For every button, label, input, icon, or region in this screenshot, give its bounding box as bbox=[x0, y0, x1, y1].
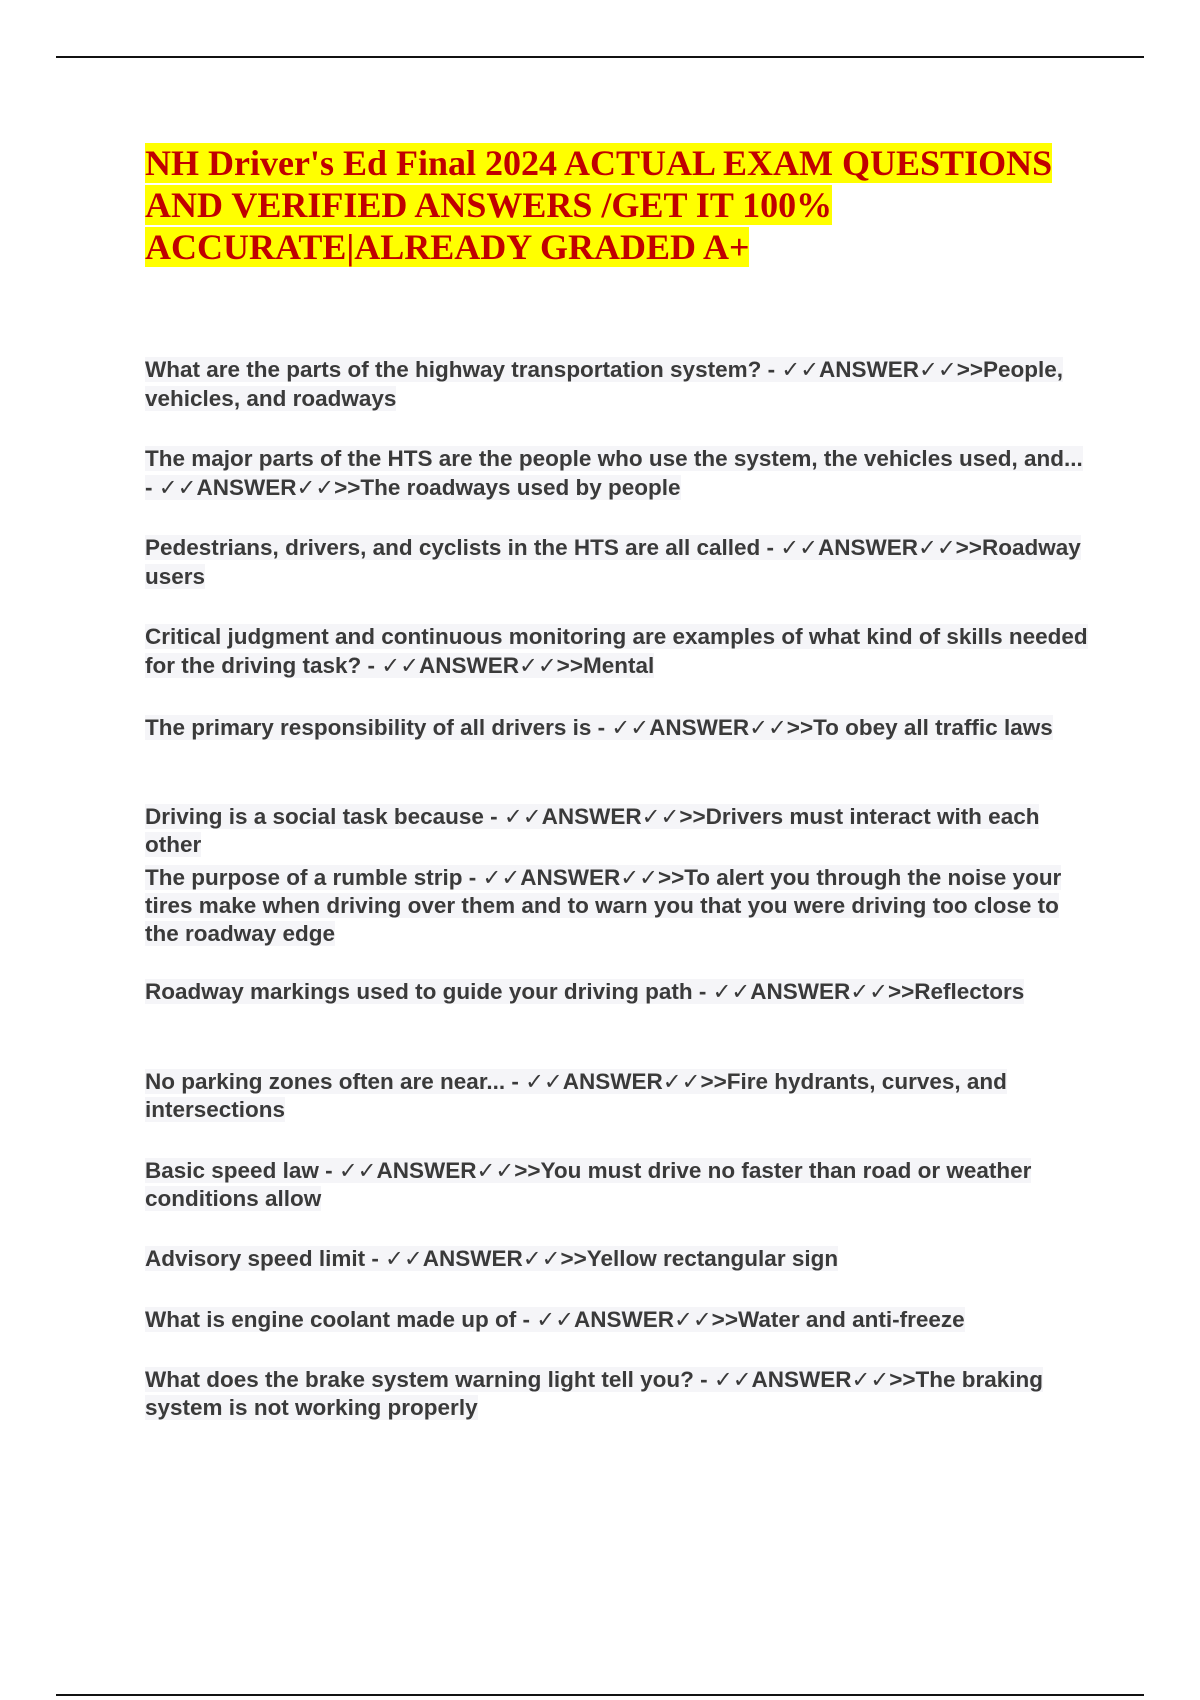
qa-item-10: Basic speed law - ✓✓ANSWER✓✓>>You must drive no faster than road or weather conditions allow bbox=[145, 1158, 1032, 1211]
qa-item-6: Driving is a social task because - ✓✓ANSWER✓✓>>Drivers must interact with each other bbox=[145, 804, 1040, 857]
top-rule bbox=[56, 56, 1144, 58]
qa-item-1: What are the parts of the highway transportation system? - ✓✓ANSWER✓✓>>People, vehicles, and roadways bbox=[145, 357, 1064, 411]
qa-item-2: The major parts of the HTS are the people who use the system, the vehicles used, and... - ✓✓ANSWER✓✓>>The roadways used by people bbox=[145, 446, 1083, 500]
bottom-rule bbox=[56, 1694, 1144, 1696]
title-highlight: NH Driver's Ed Final 2024 ACTUAL EXAM QUESTIONS AND VERIFIED ANSWERS /GET IT 100% ACCURATE|ALREADY GRADED A+ bbox=[145, 143, 1053, 267]
qa-item-5: The primary responsibility of all drivers is - ✓✓ANSWER✓✓>>To obey all traffic laws bbox=[145, 715, 1053, 740]
document-title bbox=[145, 142, 1105, 268]
qa-item-13: What does the brake system warning light tell you? - ✓✓ANSWER✓✓>>The braking system is not working properly bbox=[145, 1367, 1044, 1420]
qa-item-4: Critical judgment and continuous monitoring are examples of what kind of skills needed for the driving task? - ✓✓ANSWER✓✓>>Mental bbox=[145, 624, 1088, 678]
qa-item-9: No parking zones often are near... - ✓✓ANSWER✓✓>>Fire hydrants, curves, and intersections bbox=[145, 1069, 1007, 1122]
qa-item-11: Advisory speed limit - ✓✓ANSWER✓✓>>Yellow rectangular sign bbox=[145, 1246, 839, 1271]
qa-item-8: Roadway markings used to guide your driving path - ✓✓ANSWER✓✓>>Reflectors bbox=[145, 979, 1025, 1004]
qa-item-12: What is engine coolant made up of - ✓✓ANSWER✓✓>>Water and anti-freeze bbox=[145, 1307, 965, 1332]
qa-item-3: Pedestrians, drivers, and cyclists in the HTS are all called - ✓✓ANSWER✓✓>>Roadway users bbox=[145, 535, 1081, 589]
qa-item-7: The purpose of a rumble strip - ✓✓ANSWER✓✓>>To alert you through the noise your tires make when driving over them and to warn you that you were driving too close to the roadway edge bbox=[145, 865, 1062, 946]
